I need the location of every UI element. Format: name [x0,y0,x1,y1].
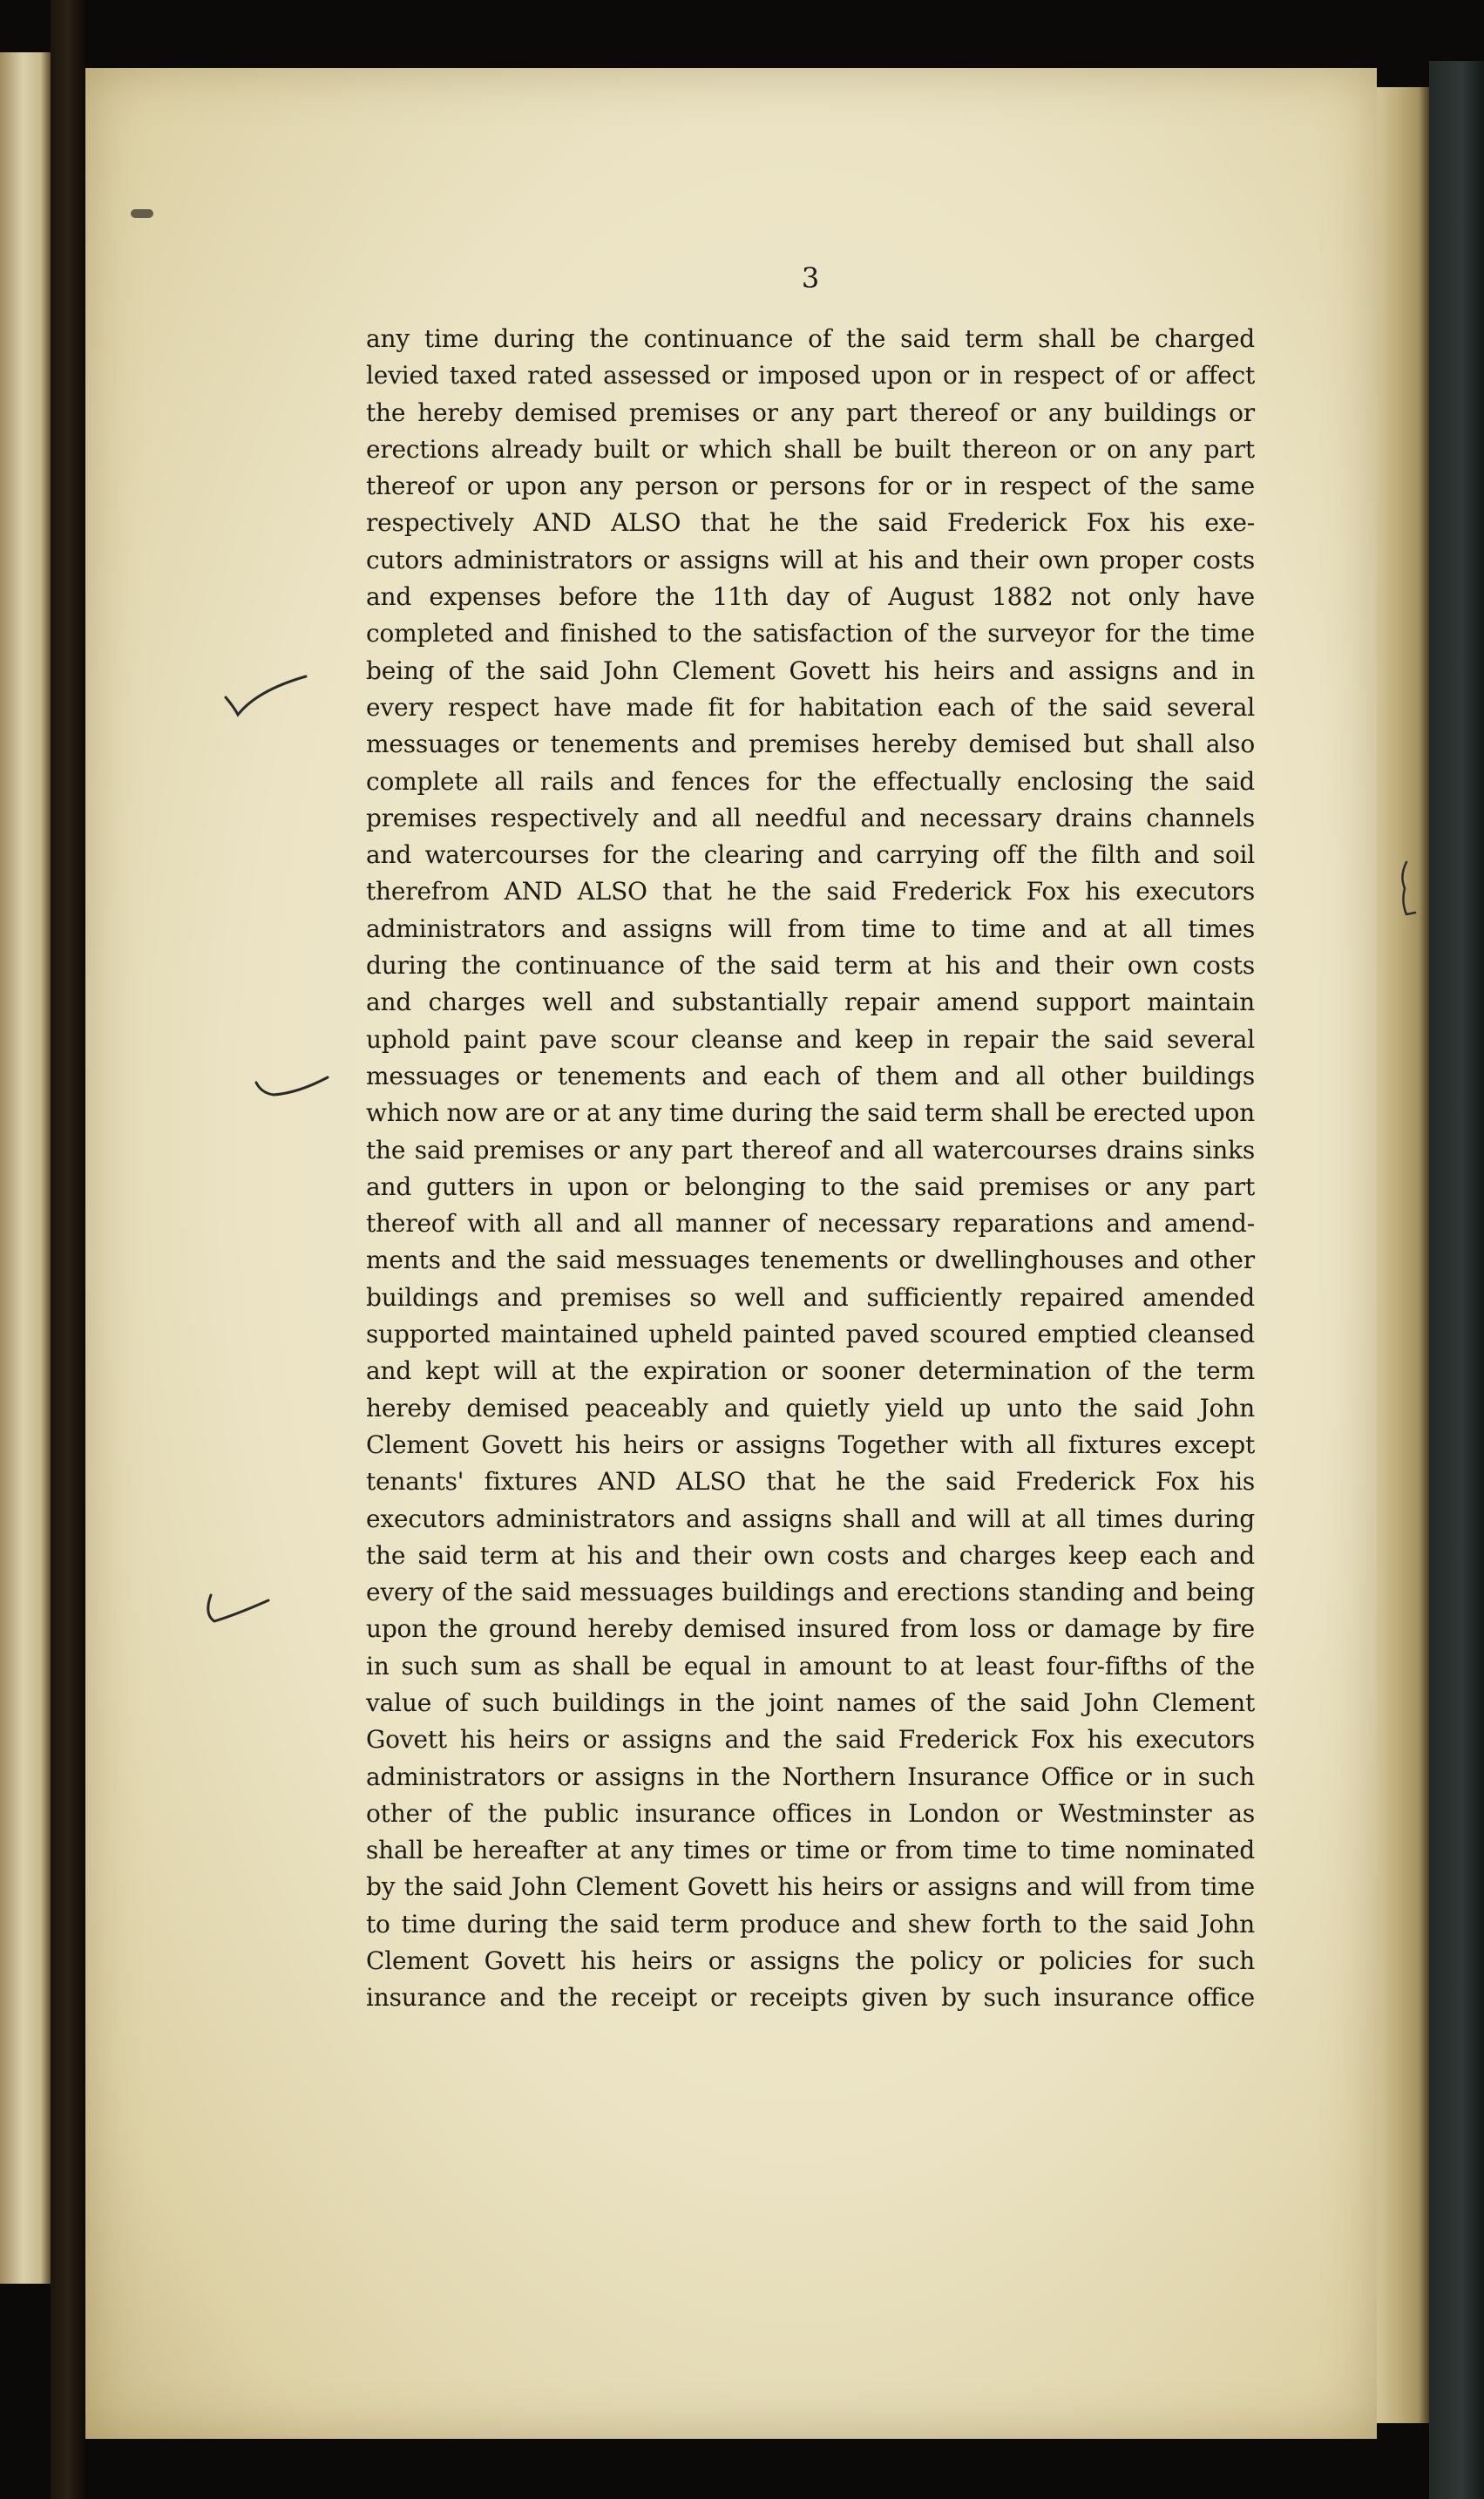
text-line: being of the said John Clement Govett his heirs and assigns and in [366,655,1255,685]
text-line: and expenses before the 11th day of August 1882 not only have [366,582,1255,612]
ink-smudge-mark [131,209,153,218]
text-line: and charges well and substantially repair amend support maintain [366,988,1255,1017]
margin-bracket-mark-icon [1394,859,1420,920]
text-line: and gutters in upon or belonging to the said premises or any part [366,1171,1255,1201]
text-line: tenants' fixtures AND ALSO that he the said Frederick Fox his [366,1467,1255,1497]
document-body [366,321,1255,2017]
text-line: hereby demised peaceably and quietly yield up unto the said John [366,1393,1255,1423]
text-line: completed and finished to the satisfaction of the surveyor for the time [366,619,1255,649]
text-line: Clement Govett his heirs or assigns Together with all fixtures except [366,1429,1255,1459]
text-line: premises respectively and all needful and necessary drains channels [366,803,1255,832]
text-line: administrators or assigns in the Northern Insurance Office or in such [366,1762,1255,1791]
text-line: every respect have made fit for habitation each of the said several [366,692,1255,722]
text-line: upon the ground hereby demised insured from loss or damage by fire [366,1614,1255,1644]
page-number: 3 [801,261,820,295]
book-cover-edge [1429,61,1484,2499]
text-line: administrators and assigns will from time to time and at all times [366,913,1255,943]
text-line: Clement Govett his heirs or assigns the policy or policies for such [366,1946,1255,1976]
text-line: buildings and premises so well and sufficiently repaired amended [366,1282,1255,1312]
pencil-check-mark-icon [222,671,309,723]
text-line: the hereby demised premises or any part thereof or any buildings or [366,397,1255,427]
text-line: executors administrators and assigns shall and will at all times during [366,1504,1255,1533]
pencil-check-mark-icon [202,1588,272,1628]
text-line: any time during the continuance of the said term shall be charged [366,324,1255,353]
book-spine [51,0,85,2499]
stacked-page-edges [1377,87,1429,2423]
text-line: by the said John Clement Govett his heirs or assigns and will from time [366,1872,1255,1902]
text-line: messuages or tenements and each of them and all other buildings [366,1061,1255,1090]
text-line: thereof or upon any person or persons for or in respect of the same [366,472,1255,501]
text-line: levied taxed rated assessed or imposed upon or in respect of or affect [366,361,1255,390]
text-line: therefrom AND ALSO that he the said Frederick Fox his executors [366,877,1255,907]
previous-page-edge [0,52,51,2284]
text-line: and kept will at the expiration or sooner determination of the term [366,1356,1255,1386]
text-line: Govett his heirs or assigns and the said Frederick Fox his executors [366,1725,1255,1755]
text-line: every of the said messuages buildings and erections standing and being [366,1578,1255,1607]
text-line: and watercourses for the clearing and carrying off the filth and soil [366,840,1255,870]
text-line: respectively AND ALSO that he the said Frederick Fox his exe- [366,508,1255,538]
text-line: to time during the said term produce and shew forth to the said John [366,1909,1255,1939]
text-line: insurance and the receipt or receipts given by such insurance office [366,1983,1255,2013]
text-line: ments and the said messuages tenements or dwellinghouses and other [366,1246,1255,1275]
text-line: value of such buildings in the joint names of the said John Clement [366,1688,1255,1717]
text-line: shall be hereafter at any times or time or from time to time nominated [366,1836,1255,1865]
text-line: the said premises or any part thereof and all watercourses drains sinks [366,1135,1255,1165]
text-line: in such sum as shall be equal in amount to at least four-fifths of the [366,1651,1255,1681]
pencil-check-mark-icon [253,1070,331,1105]
text-line: cutors administrators or assigns will at his and their own proper costs [366,545,1255,574]
text-line: uphold paint pave scour cleanse and keep in repair the said several [366,1024,1255,1054]
text-line: during the continuance of the said term at his and their own costs [366,951,1255,981]
text-line: other of the public insurance offices in London or Westminster as [366,1798,1255,1828]
text-line: thereof with all and all manner of necessary reparations and amend- [366,1209,1255,1239]
text-line: the said term at his and their own costs and charges keep each and [366,1540,1255,1570]
text-line: messuages or tenements and premises hereby demised but shall also [366,730,1255,759]
text-line: supported maintained upheld painted paved scoured emptied cleansed [366,1320,1255,1349]
text-line: which now are or at any time during the said term shall be erected upon [366,1098,1255,1128]
text-line: erections already built or which shall be built thereon or on any part [366,434,1255,464]
text-line: complete all rails and fences for the effectually enclosing the said [366,766,1255,796]
